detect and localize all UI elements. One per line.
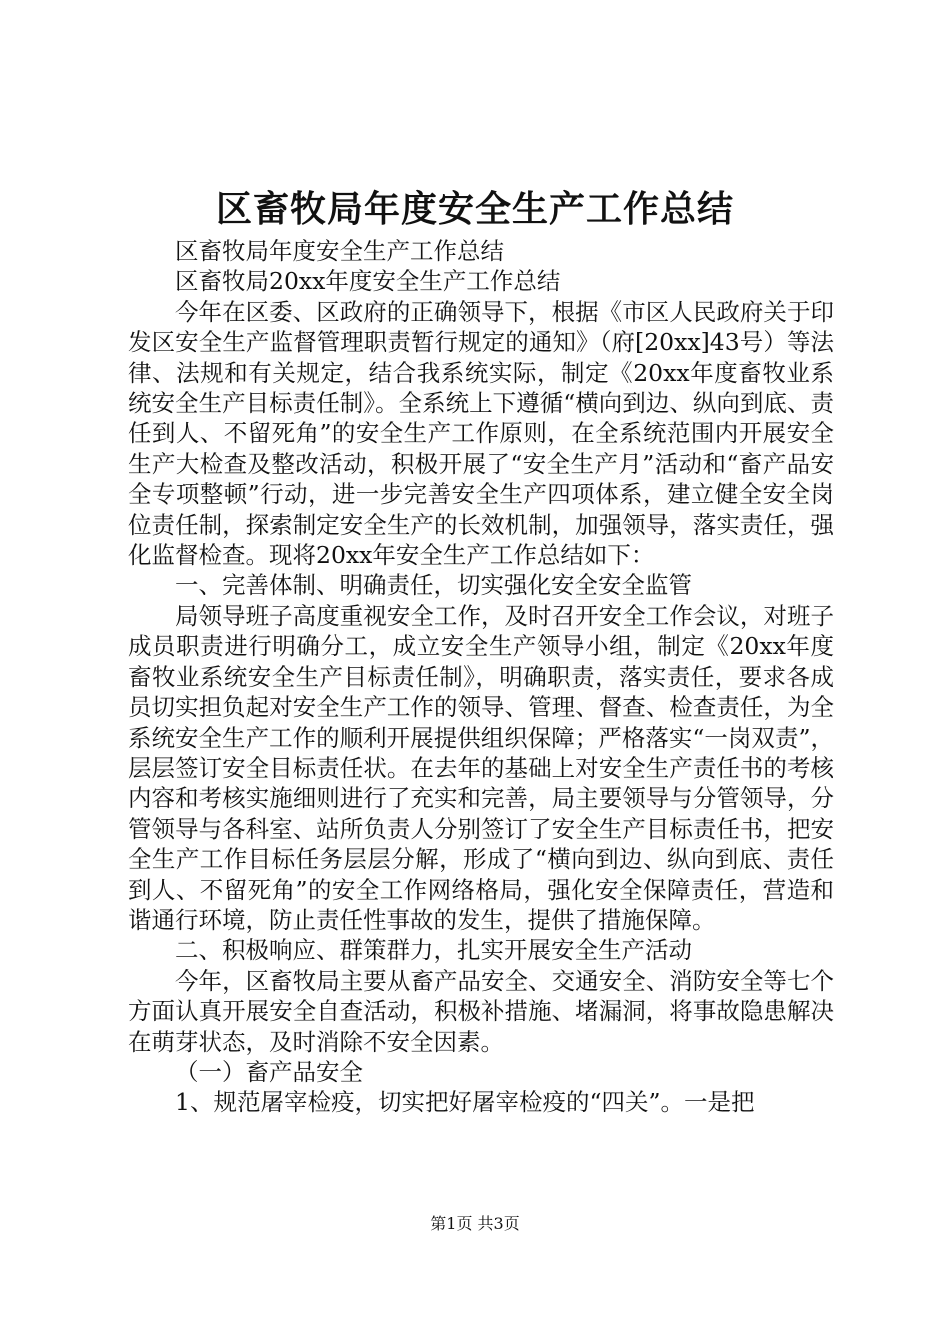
section-1-paragraph: 局领导班子高度重视安全工作，及时召开安全工作会议，对班子成员职责进行明确分工，成立安全生产领导小组，制定《20xx年度畜牧业系统安全生产目标责任制》，明确职责，落实责任，要求各成员切实担负起对安全生产工作的领导、管理、督查、检查责任，为全系统安全生产工作的顺利开展提供组织保障；严格落实“一岗双责”，层层签订安全目标责任状。在去年的基础上对安全生产责任书的考核内容和考核实施细则进行了充实和完善，局主要领导与分管领导，分管领导与各科室、站所负责人分别签订了安全生产目标责任书，把安全生产工作目标任务层层分解，形成了“横向到边、纵向到底、责任到人、不留死角”的安全工作网络格局，强化安全保障责任，营造和谐通行环境，防止责任性事故的发生，提供了措施保障。 <box>128 601 834 934</box>
intro-paragraph: 今年在区委、区政府的正确领导下，根据《市区人民政府关于印发区安全生产监督管理职责暂行规定的通知》（府[20xx]43号）等法律、法规和有关规定，结合我系统实际，制定《20xx年度畜牧业系统安全生产目标责任制》。全系统上下遵循“横向到边、纵向到底、责任到人、不留死角”的安全生产工作原则，在全系统范围内开展安全生产大检查及整改活动，积极开展了“安全生产月”活动和“畜产品安全专项整顿”行动，进一步完善安全生产四项体系，建立健全安全岗位责任制，探索制定安全生产的长效机制，加强领导，落实责任，强化监督检查。现将20xx年安全生产工作总结如下： <box>128 297 834 570</box>
subtitle-paragraph: 区畜牧局年度安全生产工作总结 <box>175 237 504 265</box>
section-heading-2: 二、积极响应、群策群力，扎实开展安全生产活动 <box>175 936 692 965</box>
subsection-1-paragraph: 1、规范屠宰检疫，切实把好屠宰检疫的“四关”。一是把 <box>175 1088 755 1117</box>
document-body <box>128 236 834 1118</box>
section-heading-1: 一、完善体制、明确责任，切实强化安全安全监管 <box>175 571 692 600</box>
subsection-heading-1: （一）畜产品安全 <box>175 1057 363 1086</box>
subtitle-year-paragraph: 区畜牧局20xx年度安全生产工作总结 <box>175 267 561 296</box>
section-2-paragraph: 今年，区畜牧局主要从畜产品安全、交通安全、消防安全等七个方面认真开展安全自查活动，积极补措施、堵漏洞，将事故隐患解决在萌芽状态，及时消除不安全因素。 <box>128 966 834 1056</box>
document-title: 区畜牧局年度安全生产工作总结 <box>215 188 734 230</box>
page-number-footer: 第1页 共3页 <box>430 1214 520 1233</box>
